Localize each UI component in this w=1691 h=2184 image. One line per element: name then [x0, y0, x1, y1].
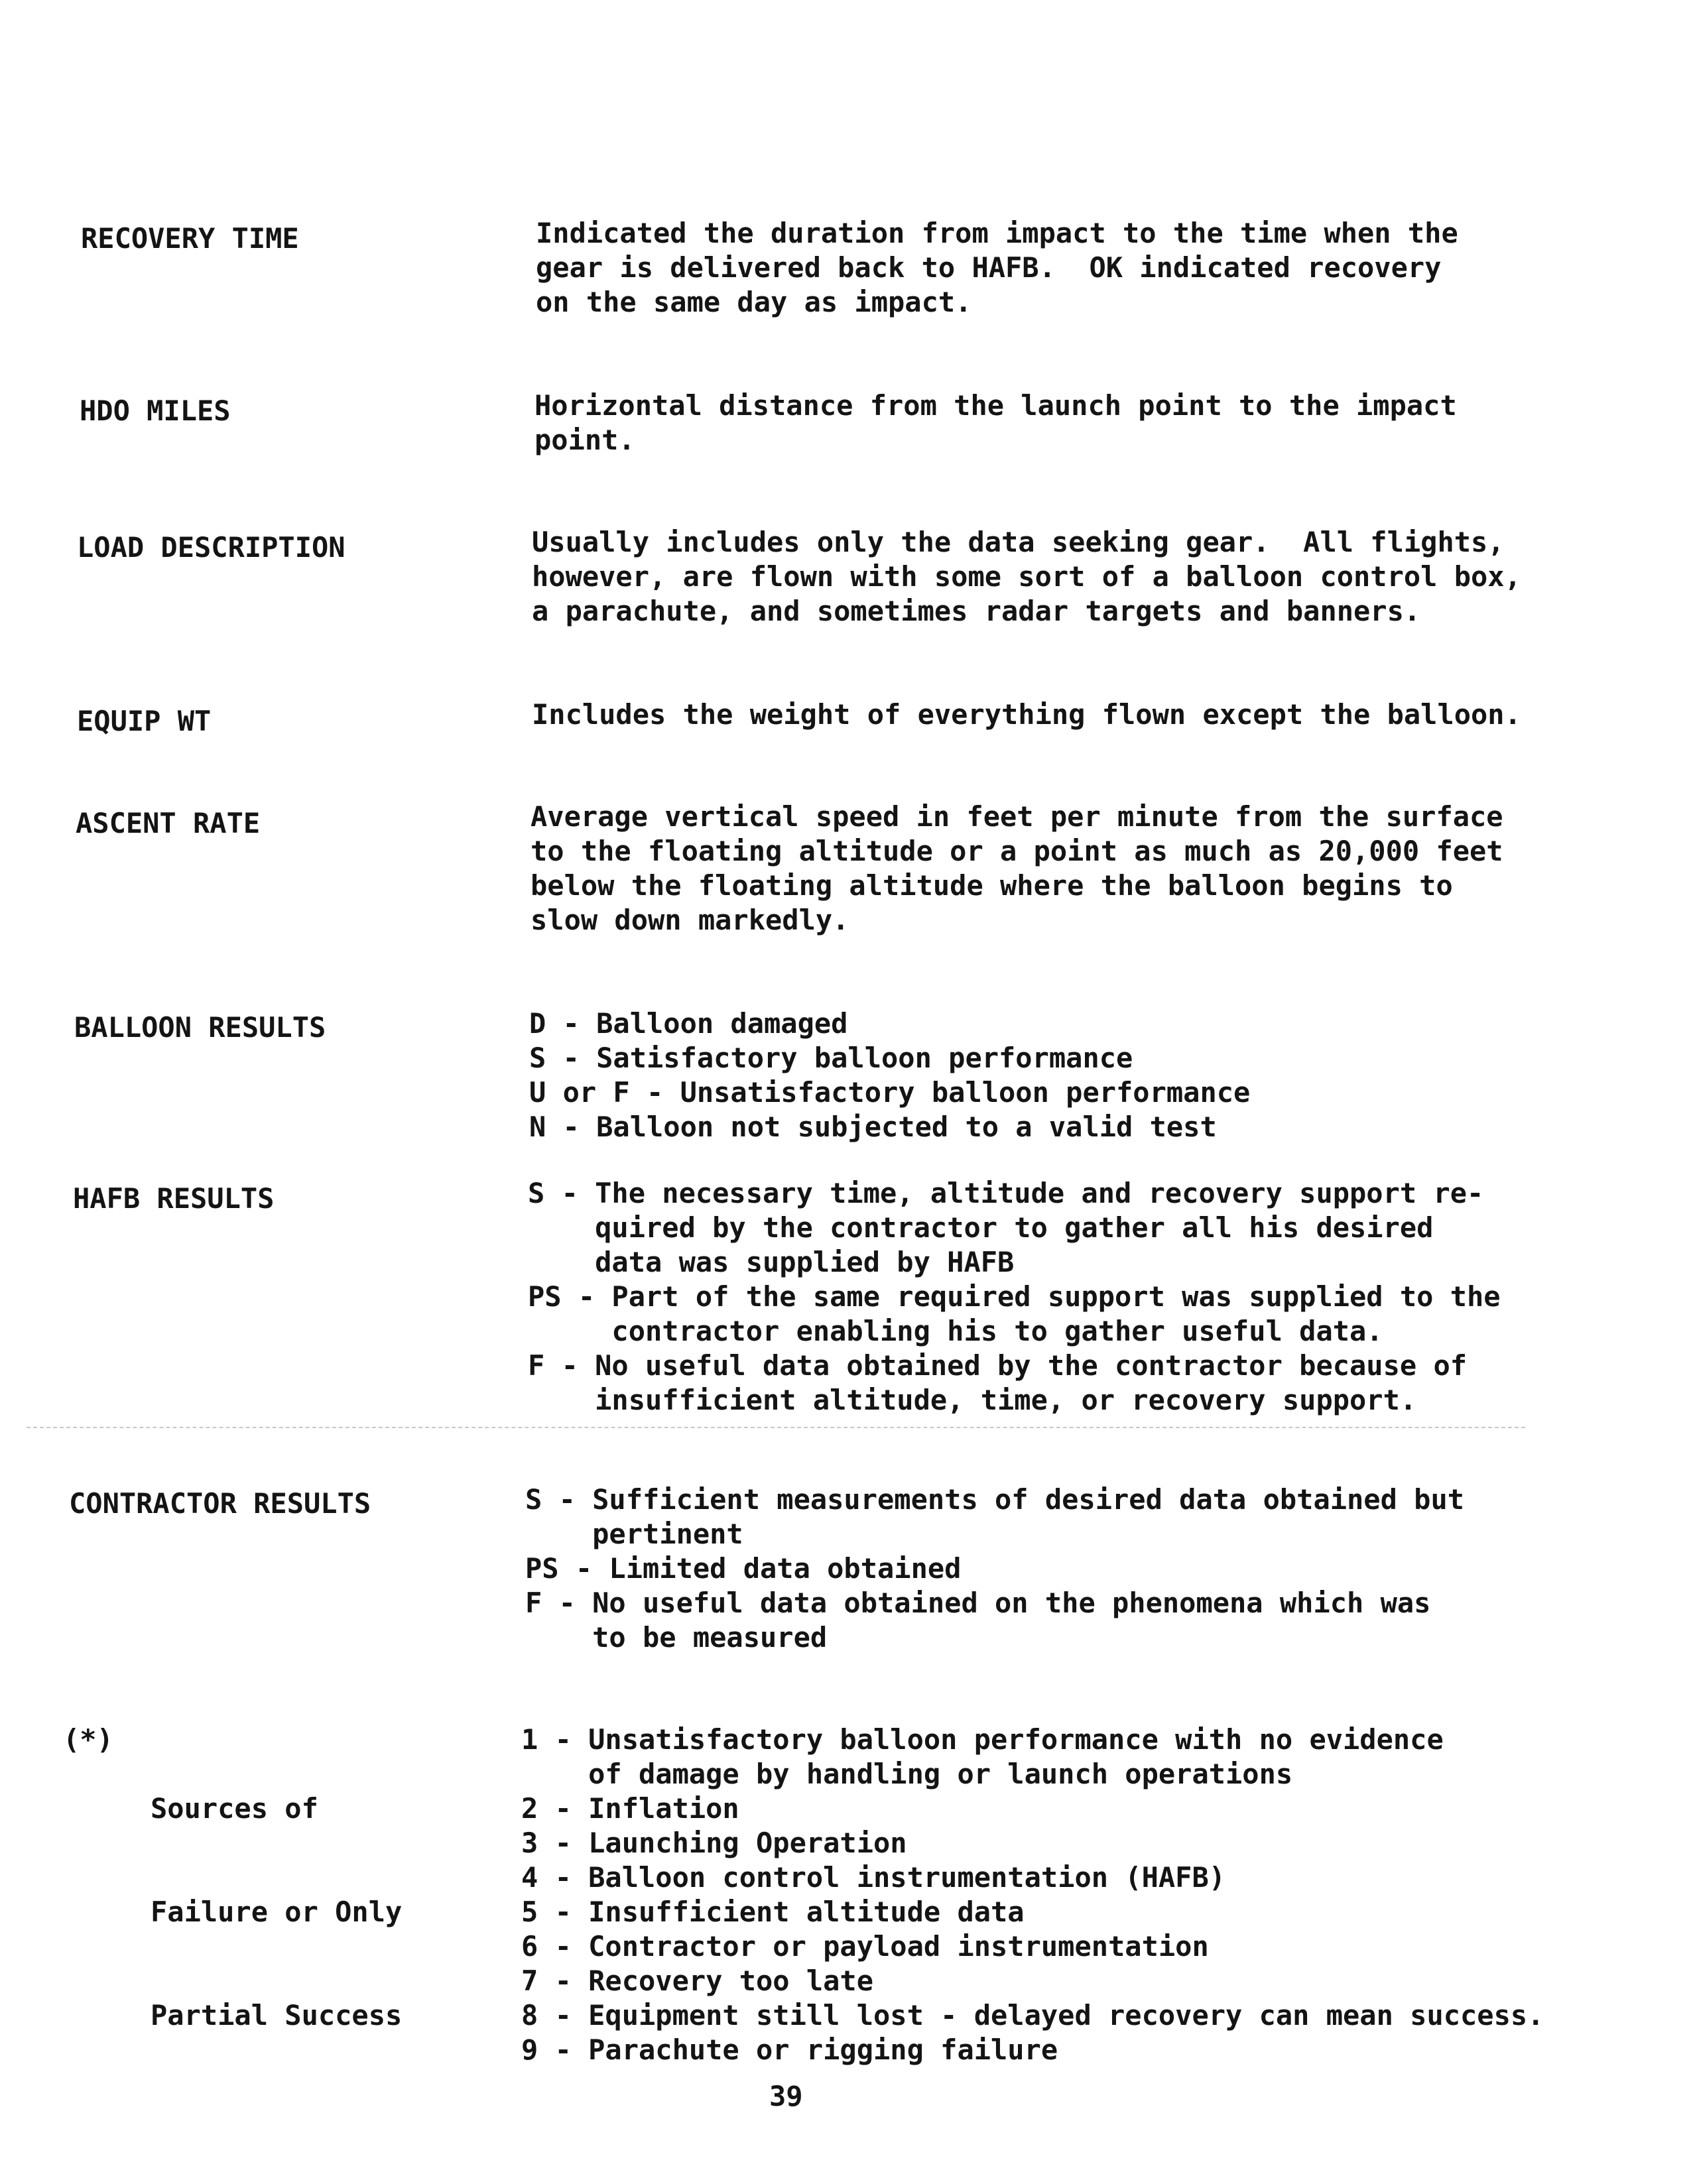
- failure-source-item: 8 - Equipment still lost - delayed recovery can mean success.: [521, 1999, 1544, 2032]
- definition-line: Horizontal distance from the launch point to the impact: [534, 389, 1457, 422]
- term-ascent-rate: ASCENT RATE: [76, 807, 261, 839]
- failure-source-item: 2 - Inflation: [521, 1792, 739, 1825]
- sources-of-failure-list: [521, 1723, 1596, 2067]
- term-recovery-time: RECOVERY TIME: [81, 222, 299, 255]
- definition-contractor-results: [525, 1483, 1599, 1655]
- definition-line: Includes the weight of everything flown except the balloon.: [532, 698, 1521, 731]
- definition-line: however, are flown with some sort of a balloon control box,: [532, 560, 1521, 593]
- failure-source-item: 7 - Recovery too late: [521, 1965, 874, 1997]
- result-code-line: PS - Limited data obtained: [525, 1552, 962, 1585]
- result-code-line: pertinent: [525, 1518, 743, 1550]
- scan-artifact-rule: [27, 1427, 1525, 1428]
- failure-source-item: 5 - Insufficient altitude data: [521, 1896, 1025, 1928]
- failure-source-item: of damage by handling or launch operations: [521, 1758, 1293, 1790]
- term-contractor-results: CONTRACTOR RESULTS: [69, 1487, 371, 1520]
- failure-source-item: 1 - Unsatisfactory balloon performance with no evidence: [521, 1723, 1444, 1756]
- result-code-line: quired by the contractor to gather all his desired: [528, 1211, 1434, 1244]
- result-code-line: U or F - Unsatisfactory balloon performance: [529, 1076, 1251, 1109]
- definition-line: point.: [534, 424, 635, 456]
- term-equip-wt: EQUIP WT: [77, 705, 212, 737]
- term-load-description: LOAD DESCRIPTION: [77, 531, 345, 564]
- definition-ascent-rate: [531, 800, 1605, 938]
- definition-line: gear is delivered back to HAFB. OK indicated recovery: [536, 251, 1442, 284]
- sources-label-line: Partial Success: [151, 1999, 403, 2032]
- result-code-line: data was supplied by HAFB: [528, 1246, 1015, 1278]
- sources-label-line: Sources of: [151, 1792, 318, 1825]
- asterisk-marker: (*): [63, 1723, 113, 1756]
- definition-load-description: [532, 525, 1606, 629]
- result-code-line: F - No useful data obtained by the contractor because of: [528, 1349, 1468, 1382]
- failure-source-item: 9 - Parachute or rigging failure: [521, 2033, 1058, 2066]
- definition-line: Indicated the duration from impact to the time when the: [536, 217, 1458, 249]
- definition-line: below the floating altitude where the balloon begins to: [531, 869, 1453, 902]
- result-code-line: S - Sufficient measurements of desired data obtained but: [525, 1483, 1465, 1516]
- failure-source-item: 4 - Balloon control instrumentation (HAFB): [521, 1861, 1226, 1894]
- definition-line: Usually includes only the data seeking gear. All flights,: [532, 526, 1505, 558]
- sources-label-line: Failure or Only: [151, 1896, 403, 1928]
- definition-hafb-results: [528, 1176, 1602, 1418]
- term-hafb-results: HAFB RESULTS: [73, 1182, 275, 1215]
- sources-of-failure-label: [63, 1723, 403, 2032]
- result-code-line: F - No useful data obtained on the phenomena which was: [525, 1587, 1431, 1619]
- definition-line: slow down markedly.: [531, 904, 849, 936]
- definition-line: on the same day as impact.: [536, 286, 972, 318]
- term-hdo-miles: HDO MILES: [80, 394, 231, 427]
- definition-hdo-miles: [534, 389, 1609, 457]
- result-code-line: insufficient altitude, time, or recovery support.: [528, 1384, 1417, 1416]
- definition-line: a parachute, and sometimes radar targets and banners.: [532, 595, 1421, 627]
- result-code-line: PS - Part of the same required support was supplied to the: [528, 1280, 1501, 1313]
- result-code-line: contractor enabling his to gather useful data.: [528, 1315, 1383, 1347]
- result-code-line: to be measured: [525, 1621, 828, 1654]
- result-code-line: S - Satisfactory balloon performance: [529, 1042, 1133, 1074]
- failure-source-item: 6 - Contractor or payload instrumentation: [521, 1930, 1209, 1963]
- definition-balloon-results: [529, 1006, 1603, 1144]
- result-code-line: S - The necessary time, altitude and recovery support re-: [528, 1177, 1484, 1209]
- term-balloon-results: BALLOON RESULTS: [74, 1011, 326, 1044]
- definition-equip-wt: [532, 698, 1606, 732]
- failure-source-item: 3 - Launching Operation: [521, 1827, 907, 1859]
- definition-line: to the floating altitude or a point as much as 20,000 feet: [531, 835, 1503, 867]
- definition-recovery-time: [536, 216, 1610, 320]
- definition-line: Average vertical speed in feet per minute from the surface: [531, 800, 1503, 833]
- result-code-line: N - Balloon not subjected to a valid test: [529, 1111, 1217, 1143]
- page-number: 39: [769, 2080, 803, 2112]
- result-code-line: D - Balloon damaged: [529, 1007, 848, 1040]
- sources-label-block: [151, 1723, 402, 2102]
